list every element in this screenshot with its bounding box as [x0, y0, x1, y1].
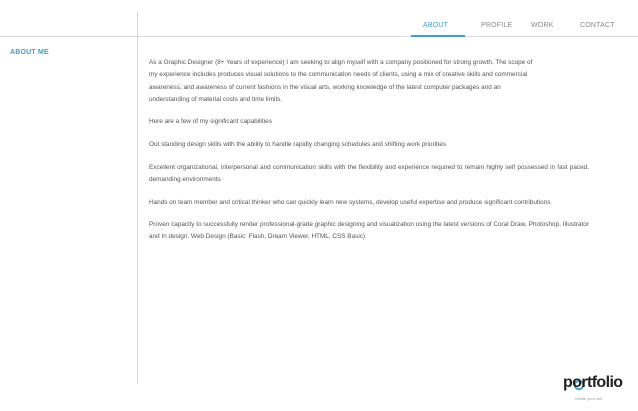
nav-work[interactable]: WORK	[531, 22, 554, 29]
about-content	[149, 57, 589, 254]
header-divider	[0, 36, 638, 37]
capability-item: Out standing design skills with the ability to handle rapidly changing schedules and shifting work priorities	[149, 141, 446, 149]
portfolio-logo	[563, 374, 633, 404]
about-intro-paragraph: As a Graphic Designer (8+ Years of experience) I am seeking to align myself with a company positioned for strong growth. The scope of my experience includes produces visual solutions to the communication needs of clients, using a mix of creative skills and commercial awareness, and awareness of current fashions in the visual arts, working knowledge of the latest computer packages and an understanding of material costs and time limits.	[149, 59, 533, 103]
capability-item: Proven capacity to successfully render professional-grade graphic designing and visualization using the latest versions of Coral Draw, Photoshop, Illustrator and In design. Web Design (Basic: Flash, Dream Viewer, HTML, CSS Basic)	[149, 221, 589, 241]
capabilities-heading: Here are a few of my significant capabilities	[149, 118, 272, 126]
column-divider	[137, 12, 138, 384]
capability-item: Hands on team member and critical thinker who can quickly learn new systems, develop useful expertise and produce significant contributions	[149, 198, 551, 206]
top-nav	[0, 22, 638, 34]
section-title: ABOUT ME	[10, 49, 49, 56]
nav-contact[interactable]: CONTACT	[580, 22, 615, 29]
logo-wordmark: portfolio	[563, 374, 623, 391]
nav-about[interactable]: ABOUT	[423, 22, 449, 29]
nav-active-indicator	[411, 35, 465, 37]
logo-tagline: create your self	[575, 396, 603, 401]
capability-item: Excellent organizational, interpersonal and communication skills with the flexibility and experience required to remain highly self possessed in fast paced, demanding environments	[149, 163, 589, 183]
nav-profile[interactable]: PROFILE	[481, 22, 513, 29]
